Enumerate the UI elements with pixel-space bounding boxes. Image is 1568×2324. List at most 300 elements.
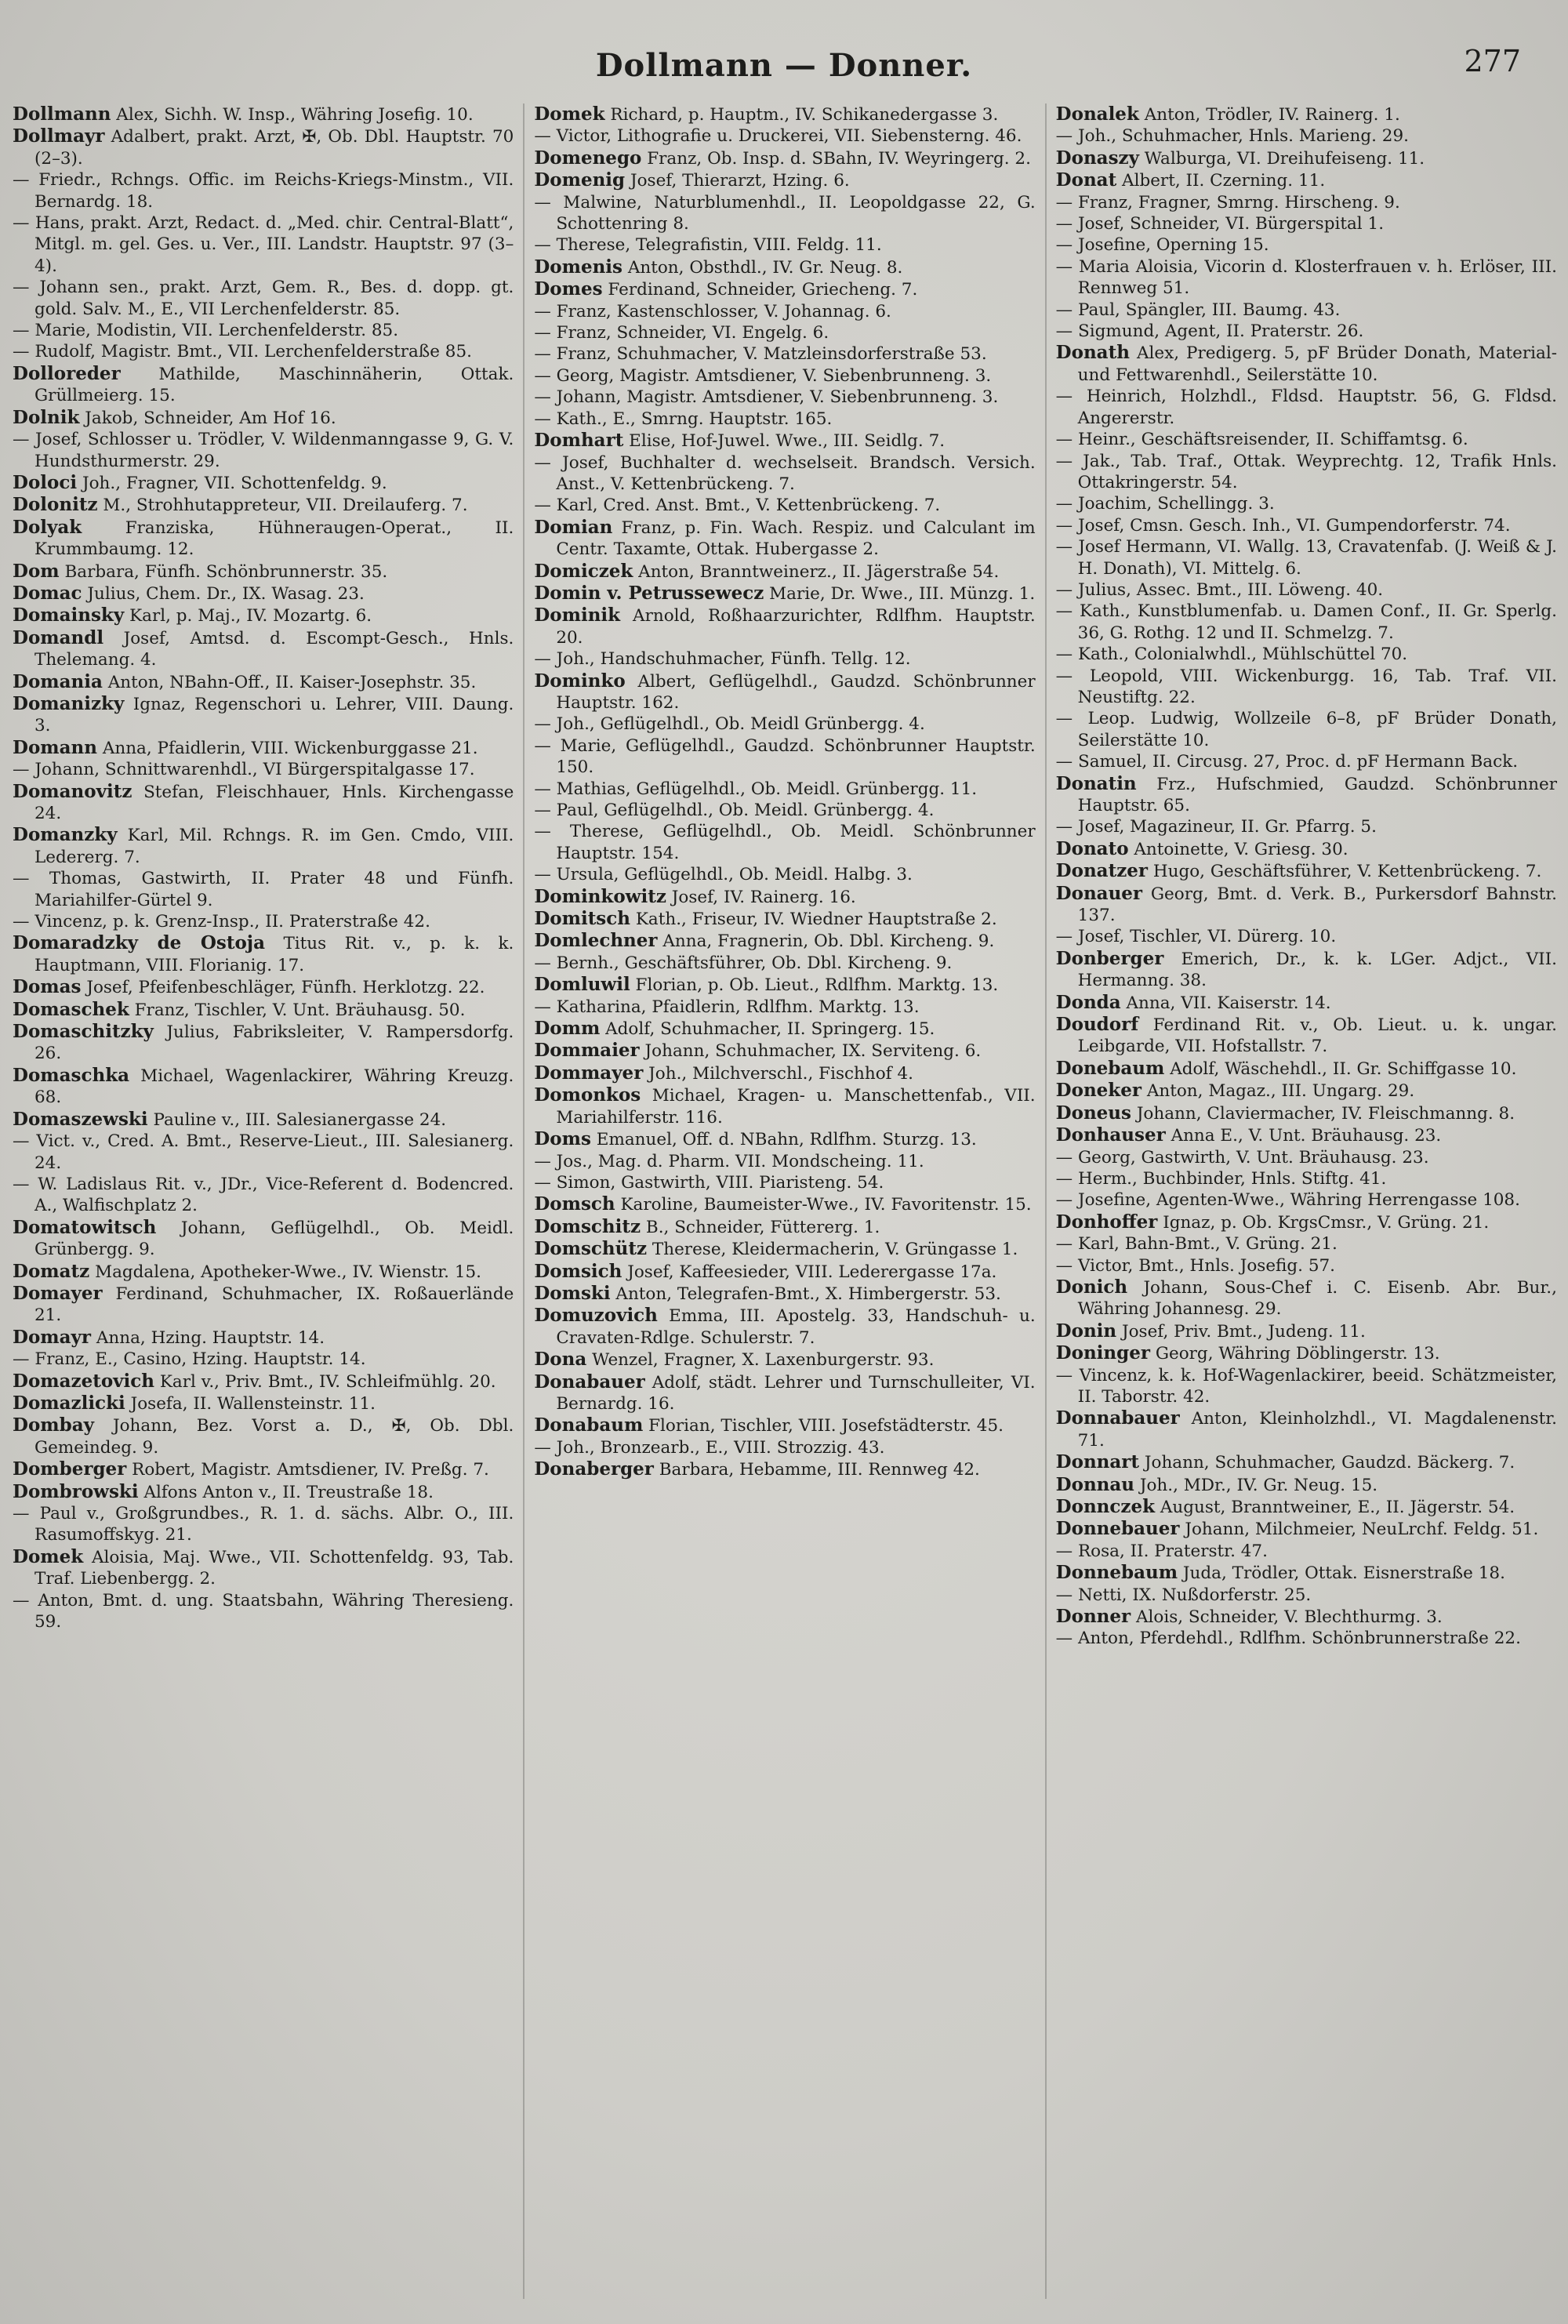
entry-details: — Josef, Schneider, VI. Bürgerspital 1. xyxy=(1055,214,1385,234)
directory-entry xyxy=(13,1327,514,1349)
entry-details: — Vincenz, p. k. Grenz-Insp., II. Praterstraße 42. xyxy=(13,912,430,932)
entry-surname: Donaszy xyxy=(1055,147,1139,169)
entry-details: — Heinrich, Holzhdl., Fldsd. Hauptstr. 56, G. Fldsd. Angererstr. xyxy=(1055,387,1557,428)
entry-details: Anna E., V. Unt. Bräuhausg. 23. xyxy=(1171,1126,1442,1146)
entry-details: Alex, Sichh. W. Insp., Währing Josefig. 10. xyxy=(116,105,474,125)
entry-surname: Dommayer xyxy=(534,1062,644,1084)
entry-surname: Domluwil xyxy=(534,974,630,996)
entry-details: August, Branntweiner, E., II. Jägerstr. 54. xyxy=(1160,1498,1515,1517)
entry-surname: Donebaum xyxy=(1055,1057,1165,1079)
directory-entry xyxy=(534,1371,1035,1415)
entry-surname: Domsch xyxy=(534,1193,615,1215)
entry-details: — Joachim, Schellingg. 3. xyxy=(1055,494,1275,514)
directory-entry xyxy=(1056,451,1557,494)
directory-entry xyxy=(13,1414,514,1458)
directory-entry xyxy=(13,627,514,671)
entry-surname: Dominko xyxy=(534,670,626,692)
directory-entry xyxy=(1056,147,1557,169)
entry-details: M., Strohhutappreteur, VII. Dreilauferg. 7. xyxy=(103,496,468,516)
entry-surname: Donatin xyxy=(1055,772,1137,794)
entry-details: Arnold, Roßhaarzurichter, Rdlfhm. Hauptstr. 20. xyxy=(556,606,1036,648)
entry-surname: Domitsch xyxy=(534,908,630,930)
entry-details: — Victor, Bmt., Hnls. Josefig. 57. xyxy=(1055,1255,1336,1276)
entry-details: — Rosa, II. Praterstr. 47. xyxy=(1055,1541,1268,1561)
entry-details: Johann, Geflügelhdl., Ob. Meidl. Grünbergg. 9. xyxy=(34,1218,514,1260)
entry-surname: Donda xyxy=(1055,991,1121,1013)
entry-surname: Domanizky xyxy=(13,692,125,714)
entry-details: — Mathias, Geflügelhdl., Ob. Meidl. Grünbergg. 11. xyxy=(534,779,978,799)
entry-details: — Leopold, VIII. Wickenburgg. 16, Tab. Traf. VII. Neustiftg. 22. xyxy=(1055,666,1557,707)
entry-details: Ferdinand, Schuhmacher, IX. Roßauerlände 21. xyxy=(34,1284,514,1326)
directory-entry xyxy=(1056,1189,1557,1211)
entry-details: Adolf, Wäschehdl., II. Gr. Schiffgasse 10. xyxy=(1170,1059,1517,1079)
entry-details: Antoinette, V. Griesg. 30. xyxy=(1134,839,1348,859)
directory-entry xyxy=(534,387,1035,408)
entry-details: Alfons Anton v., II. Treustraße 18. xyxy=(143,1482,434,1502)
entry-details: — Joh., Schuhmacher, Hnls. Marieng. 29. xyxy=(1055,126,1409,147)
entry-details: — Joh., Geflügelhdl., Ob. Meidl Grünbergg. 4. xyxy=(534,714,925,735)
directory-entry xyxy=(1056,1562,1557,1584)
entry-surname: Domatz xyxy=(13,1260,90,1282)
entry-surname: Domski xyxy=(534,1282,611,1304)
directory-entry xyxy=(1056,1320,1557,1342)
entry-details: Julius, Fabriksleiter, V. Rampersdorfg. 26. xyxy=(34,1022,514,1064)
entry-surname: Domann xyxy=(13,736,97,758)
entry-details: Joh., Milchverschl., Fischhof 4. xyxy=(648,1063,913,1084)
entry-details: Ignaz, p. Ob. KrgsCmsr., V. Grüng. 21. xyxy=(1163,1212,1490,1233)
entry-details: — Friedr., Rchngs. Offic. im Reichs-Kriegs-Minstm., VII. Bernardg. 18. xyxy=(13,170,514,212)
entry-surname: Donato xyxy=(1055,837,1129,859)
entry-details: — Anton, Pferdehdl., Rdlfhm. Schönbrunnerstraße 22. xyxy=(1055,1629,1521,1649)
directory-entry xyxy=(13,999,514,1021)
directory-entry xyxy=(13,868,514,911)
entry-surname: Donnebauer xyxy=(1055,1518,1180,1540)
entry-surname: Domaschitzky xyxy=(13,1021,154,1043)
entry-details: Florian, p. Ob. Lieut., Rdlfhm. Marktg. 13. xyxy=(635,975,999,996)
entry-details: Alex, Predigerg. 5, pF Brüder Donath, Material- und Fettwarenhdl., Seilerstätte 10. xyxy=(1077,343,1557,385)
directory-entry xyxy=(13,1217,514,1261)
entry-details: — Georg, Magistr. Amtsdiener, V. Siebenbrunneng. 3. xyxy=(534,365,992,386)
entry-surname: Domin v. Petrussewecz xyxy=(534,582,764,604)
entry-details: B., Schneider, Füttererg. 1. xyxy=(645,1217,880,1237)
entry-surname: Dommaier xyxy=(534,1040,640,1062)
entry-details: Josef, Thierarzt, Hzing. 6. xyxy=(630,171,850,191)
directory-entry xyxy=(1056,493,1557,514)
entry-details: — Marie, Modistin, VII. Lerchenfelderstr. 85. xyxy=(13,321,399,341)
directory-entry xyxy=(1056,342,1557,386)
entry-details: Adolf, städt. Lehrer und Turnschulleiter, VI. Bernardg. 16. xyxy=(556,1372,1036,1414)
entry-details: Walburga, VI. Dreihufeiseng. 11. xyxy=(1144,148,1425,169)
entry-details: — Paul v., Großgrundbes., R. 1. d. sächs. Albr. O., III. Rasumoffskyg. 21. xyxy=(13,1504,514,1545)
directory-columns xyxy=(13,103,1557,2299)
entry-details: — Karl, Cred. Anst. Bmt., V. Kettenbrückeng. 7. xyxy=(534,496,941,516)
directory-entry xyxy=(534,1193,1035,1215)
entry-surname: Dolnik xyxy=(13,406,80,428)
entry-details: Georg, Bmt. d. Verk. B., Purkersdorf Bahnstr. 137. xyxy=(1077,884,1557,926)
directory-entry xyxy=(13,125,514,169)
entry-surname: Domenis xyxy=(534,256,622,278)
entry-details: Robert, Magistr. Amtsdiener, IV. Preßg. 7. xyxy=(132,1460,489,1480)
page-header xyxy=(0,41,1568,103)
entry-details: Emanuel, Off. d. NBahn, Rdlfhm. Sturzg. 13. xyxy=(596,1130,977,1150)
directory-entry xyxy=(13,1481,514,1503)
entry-details: — Maria Aloisia, Vicorin d. Klosterfrauen v. h. Erlöser, III. Rennweg 51. xyxy=(1055,256,1557,299)
directory-entry xyxy=(1056,816,1557,837)
directory-entry xyxy=(534,997,1035,1018)
entry-details: Anton, Kleinholzhdl., VI. Magdalenenstr. 71. xyxy=(1077,1409,1557,1451)
directory-entry xyxy=(534,322,1035,343)
entry-surname: Domazetovich xyxy=(13,1370,155,1392)
entry-details: Wenzel, Fragner, X. Laxenburgerstr. 93. xyxy=(592,1350,935,1371)
directory-entry xyxy=(534,1349,1035,1371)
entry-surname: Donin xyxy=(1055,1320,1117,1342)
entry-details: Marie, Dr. Wwe., III. Münzg. 1. xyxy=(769,583,1036,604)
entry-details: — Joh., Bronzearb., E., VIII. Strozzig. 43. xyxy=(534,1437,885,1458)
directory-entry xyxy=(1056,1014,1557,1058)
directory-entry xyxy=(1056,103,1557,125)
entry-surname: Domes xyxy=(534,278,603,300)
entry-surname: Domenego xyxy=(534,147,642,169)
directory-entry xyxy=(13,1349,514,1370)
entry-surname: Domm xyxy=(534,1018,601,1040)
entry-details: Adolf, Schuhmacher, II. Springerg. 15. xyxy=(605,1019,935,1040)
entry-details: Johann, Bez. Vorst a. D., ✠, Ob. Dbl. Gemeindeg. 9. xyxy=(34,1416,514,1458)
entry-details: Albert, Geflügelhdl., Gaudzd. Schönbrunner Hauptstr. 162. xyxy=(556,671,1036,713)
directory-entry xyxy=(534,495,1035,516)
entry-details: — Therese, Geflügelhdl., Ob. Meidl. Schönbrunner Hauptstr. 154. xyxy=(534,822,1036,863)
directory-entry xyxy=(13,1109,514,1131)
entry-details: Josef, IV. Rainerg. 16. xyxy=(671,887,856,907)
entry-details: — Malwine, Naturblumenhdl., II. Leopoldgasse 22, G. Schottenring 8. xyxy=(534,192,1036,234)
entry-surname: Dollmayr xyxy=(13,125,105,147)
entry-surname: Doneker xyxy=(1055,1080,1142,1102)
entry-details: Jakob, Schneider, Am Hof 16. xyxy=(85,408,336,428)
entry-details: Emerich, Dr., k. k. LGer. Adjct., VII. Hermanng. 38. xyxy=(1077,949,1557,991)
directory-entry xyxy=(534,821,1035,864)
entry-details: — Therese, Telegrafistin, VIII. Feldg. 11. xyxy=(534,235,882,256)
entry-details: Anna, Hzing. Hauptstr. 14. xyxy=(96,1327,325,1348)
entry-surname: Donabauer xyxy=(534,1371,645,1393)
directory-entry xyxy=(534,670,1035,714)
directory-entry xyxy=(1056,536,1557,579)
directory-entry xyxy=(1056,1518,1557,1540)
directory-entry xyxy=(13,1065,514,1109)
directory-entry xyxy=(13,737,514,759)
directory-entry xyxy=(13,169,514,212)
entry-surname: Doninger xyxy=(1055,1342,1150,1364)
entry-surname: Domayr xyxy=(13,1326,92,1348)
entry-details: Michael, Wagenlackirer, Währing Kreuzg. 68. xyxy=(34,1066,514,1108)
entry-details: Anton, Trödler, IV. Rainerg. 1. xyxy=(1144,105,1400,125)
directory-entry xyxy=(13,103,514,125)
directory-entry xyxy=(534,343,1035,365)
entry-surname: Domsich xyxy=(534,1260,622,1282)
entry-details: Magdalena, Apotheker-Wwe., IV. Wienstr. 15. xyxy=(95,1262,482,1282)
entry-details: Karl, p. Maj., IV. Mozartg. 6. xyxy=(129,606,372,626)
entry-details: Florian, Tischler, VIII. Josefstädterstr. 45. xyxy=(648,1416,1004,1436)
entry-details: Hugo, Geschäftsführer, V. Kettenbrückeng. 7. xyxy=(1152,862,1542,882)
entry-details: Anna, VII. Kaiserstr. 14. xyxy=(1126,993,1331,1013)
entry-details: — Josef, Tischler, VI. Dürerg. 10. xyxy=(1055,927,1337,947)
entry-details: Johann, Claviermacher, IV. Fleischmanng. 8. xyxy=(1136,1103,1515,1124)
entry-surname: Domac xyxy=(13,582,82,604)
directory-entry xyxy=(534,1084,1035,1128)
directory-entry xyxy=(534,953,1035,974)
entry-details: — Franz, Kastenschlosser, V. Johannag. 6. xyxy=(534,301,891,321)
directory-entry xyxy=(13,277,514,320)
entry-details: Stefan, Fleischhauer, Hnls. Kirchengasse 24. xyxy=(34,782,514,823)
directory-entry xyxy=(1056,992,1557,1014)
directory-entry xyxy=(1056,386,1557,429)
entry-details: Anton, Branntweinerz., II. Jägerstraße 54. xyxy=(638,561,1000,582)
entry-details: — Josefine, Operning 15. xyxy=(1055,235,1269,256)
directory-entry xyxy=(534,974,1035,996)
entry-surname: Domaschek xyxy=(13,998,129,1020)
entry-surname: Donnabauer xyxy=(1055,1407,1180,1429)
entry-details: Alois, Schneider, V. Blechthurmg. 3. xyxy=(1135,1607,1443,1628)
entry-details: Therese, Kleidermacherin, V. Grüngasse 1. xyxy=(652,1240,1018,1260)
column-divider xyxy=(1045,103,1047,2299)
entry-details: Joh., Fragner, VII. Schottenfeldg. 9. xyxy=(82,473,387,493)
directory-entry xyxy=(13,341,514,362)
entry-surname: Domanzky xyxy=(13,824,118,846)
directory-entry xyxy=(1056,1541,1557,1562)
entry-details: Aloisia, Maj. Wwe., VII. Schottenfeldg. 93, Tab. Traf. Liebenbergg. 2. xyxy=(34,1547,514,1589)
directory-entry xyxy=(13,561,514,583)
entry-details: Ignaz, Regenschori u. Lehrer, VIII. Daung. 3. xyxy=(34,694,514,736)
entry-surname: Donhauser xyxy=(1055,1124,1166,1146)
directory-entry xyxy=(1056,192,1557,213)
directory-entry xyxy=(534,648,1035,670)
directory-entry xyxy=(534,1151,1035,1172)
entry-surname: Donnczek xyxy=(1055,1496,1156,1517)
directory-entry xyxy=(1056,321,1557,342)
entry-details: — Samuel, II. Circusg. 27, Proc. d. pF Hermann Back. xyxy=(1055,752,1519,772)
directory-entry xyxy=(1056,860,1557,882)
directory-entry xyxy=(13,472,514,494)
directory-entry xyxy=(1056,1276,1557,1320)
directory-entry xyxy=(13,494,514,516)
directory-entry xyxy=(13,1131,514,1174)
directory-entry xyxy=(1056,1080,1557,1102)
entry-details: Anna, Fragnerin, Ob. Dbl. Kircheng. 9. xyxy=(662,931,995,952)
directory-entry xyxy=(534,930,1035,952)
entry-details: Ferdinand, Schneider, Griecheng. 7. xyxy=(608,280,918,300)
directory-entry xyxy=(13,1458,514,1480)
entry-details: — Franz, Fragner, Smrng. Hirscheng. 9. xyxy=(1055,192,1400,212)
entry-details: — Bernh., Geschäftsführer, Ob. Dbl. Kircheng. 9. xyxy=(534,953,953,973)
entry-details: — Josef, Buchhalter d. wechselseit. Brandsch. Versich. Anst., V. Kettenbrückeng. 7. xyxy=(534,452,1036,494)
entry-details: — Katharina, Pfaidlerin, Rdlfhm. Marktg. 13. xyxy=(534,997,920,1017)
directory-entry xyxy=(13,517,514,561)
directory-entry xyxy=(13,363,514,407)
entry-details: Karoline, Baumeister-Wwe., IV. Favoritenstr. 15. xyxy=(620,1195,1032,1215)
entry-surname: Domonkos xyxy=(534,1084,641,1106)
entry-surname: Domazlicki xyxy=(13,1392,125,1414)
directory-entry xyxy=(1056,666,1557,709)
directory-entry xyxy=(13,1590,514,1633)
entry-details: — Paul, Spängler, III. Baumg. 43. xyxy=(1055,300,1341,320)
entry-details: — Paul, Geflügelhdl., Ob. Meidl. Grünbergg. 4. xyxy=(534,801,935,820)
entry-details: — Ursula, Geflügelhdl., Ob. Meidl. Halbg. 3. xyxy=(534,865,913,885)
entry-details: — Simon, Gastwirth, VIII. Piaristeng. 54. xyxy=(534,1172,884,1193)
entry-details: — Georg, Gastwirth, V. Unt. Bräuhausg. 23. xyxy=(1055,1147,1429,1167)
entry-details: Titus Rit. v., p. k. k. Hauptmann, VIII. Florianig. 17. xyxy=(34,934,514,975)
directory-entry xyxy=(13,1174,514,1217)
entry-surname: Dolyak xyxy=(13,516,82,538)
directory-entry xyxy=(534,1172,1035,1193)
directory-entry xyxy=(534,735,1035,779)
directory-entry xyxy=(1056,838,1557,860)
directory-entry xyxy=(534,125,1035,147)
directory-entry xyxy=(534,192,1035,235)
directory-entry xyxy=(534,1018,1035,1040)
directory-entry xyxy=(1056,1474,1557,1496)
directory-entry xyxy=(534,1238,1035,1260)
column-right xyxy=(1056,103,1557,2299)
entry-details: — Vict. v., Cred. A. Bmt., Reserve-Lieut., III. Salesianerg. 24. xyxy=(13,1131,514,1173)
entry-surname: Domanovitz xyxy=(13,780,132,802)
directory-entry xyxy=(534,779,1035,800)
entry-details: — Kath., E., Smrng. Hauptstr. 165. xyxy=(534,409,833,429)
directory-entry xyxy=(13,781,514,825)
directory-entry xyxy=(13,824,514,868)
directory-entry xyxy=(534,1128,1035,1150)
page-title: Dollmann — Donner. xyxy=(595,47,973,84)
entry-surname: Dolonitz xyxy=(13,494,98,516)
entry-details: Georg, Währing Döblingerstr. 13. xyxy=(1155,1344,1440,1364)
directory-entry xyxy=(1056,256,1557,300)
directory-entry xyxy=(1056,125,1557,147)
entry-details: — Marie, Geflügelhdl., Gaudzd. Schönbrunner Hauptstr. 150. xyxy=(534,735,1036,778)
directory-entry xyxy=(534,605,1035,648)
entry-surname: Donich xyxy=(1055,1276,1128,1298)
entry-details: Johann, Milchmeier, NeuLrchf. Feldg. 51. xyxy=(1185,1520,1539,1540)
directory-entry xyxy=(1056,1451,1557,1473)
entry-surname: Donner xyxy=(1055,1606,1131,1628)
entry-details: Franz, Ob. Insp. d. SBahn, IV. Weyringerg. 2. xyxy=(647,148,1031,169)
directory-entry xyxy=(13,429,514,472)
entry-surname: Doloci xyxy=(13,471,78,493)
directory-entry xyxy=(13,932,514,976)
directory-entry xyxy=(1056,1628,1557,1649)
entry-details: Barbara, Hebamme, III. Rennweg 42. xyxy=(659,1460,980,1480)
entry-surname: Dollmann xyxy=(13,103,111,125)
entry-details: — Joh., Handschuhmacher, Fünfh. Tellg. 12. xyxy=(534,649,911,670)
entry-details: — Josef, Cmsn. Gesch. Inh., VI. Gumpendorferstr. 74. xyxy=(1055,515,1511,536)
entry-surname: Donnau xyxy=(1055,1473,1135,1495)
entry-details: — Netti, IX. Nußdorferstr. 25. xyxy=(1055,1585,1312,1605)
entry-surname: Donberger xyxy=(1055,947,1164,969)
directory-entry xyxy=(1056,213,1557,234)
entry-details: — Vincenz, k. k. Hof-Wagenlackirer, beeid. Schätzmeister, II. Taborstr. 42. xyxy=(1055,1365,1557,1407)
directory-entry xyxy=(534,1458,1035,1480)
directory-entry xyxy=(534,169,1035,191)
entry-details: Ferdinand Rit. v., Ob. Lieut. u. k. ungar. Leibgarde, VII. Hofstallstr. 7. xyxy=(1077,1015,1557,1057)
entry-details: — Josef, Schlosser u. Trödler, V. Wildenmanngasse 9, G. V. Hundsthurmerstr. 29. xyxy=(13,430,514,471)
entry-surname: Donaberger xyxy=(534,1458,654,1480)
entry-surname: Donauer xyxy=(1055,882,1143,904)
entry-surname: Domuzovich xyxy=(534,1305,658,1327)
directory-entry xyxy=(534,800,1035,821)
directory-entry xyxy=(13,1503,514,1546)
entry-details: — Kath., Colonialwhdl., Mühlschüttel 70. xyxy=(1055,645,1408,665)
directory-entry xyxy=(13,759,514,780)
directory-entry xyxy=(1056,773,1557,817)
directory-entry xyxy=(1056,1211,1557,1233)
directory-entry xyxy=(13,1546,514,1590)
entry-surname: Domian xyxy=(534,516,613,538)
directory-entry xyxy=(1056,1058,1557,1080)
directory-entry xyxy=(534,886,1035,908)
entry-details: Josef, Priv. Bmt., Judeng. 11. xyxy=(1121,1321,1366,1342)
entry-surname: Domschütz xyxy=(534,1238,648,1260)
entry-surname: Domatowitsch xyxy=(13,1216,157,1238)
directory-entry xyxy=(1056,708,1557,751)
entry-details: Frz., Hufschmied, Gaudzd. Schönbrunner Hauptstr. 65. xyxy=(1077,774,1557,815)
entry-details: Michael, Kragen- u. Manschettenfab., VII. Mariahilferstr. 116. xyxy=(556,1086,1036,1128)
entry-surname: Domaszewski xyxy=(13,1108,148,1130)
entry-surname: Dominkowitz xyxy=(534,885,666,907)
entry-details: — Josefine, Agenten-Wwe., Währing Herrengasse 108. xyxy=(1055,1190,1520,1211)
directory-entry xyxy=(534,103,1035,125)
directory-entry xyxy=(13,976,514,998)
directory-entry xyxy=(534,365,1035,387)
entry-details: Josefa, II. Wallensteinstr. 11. xyxy=(130,1393,376,1414)
directory-entry xyxy=(1056,948,1557,992)
entry-surname: Domlechner xyxy=(534,930,658,952)
directory-entry xyxy=(534,409,1035,430)
directory-entry xyxy=(1056,601,1557,644)
entry-details: Albert, II. Czerning. 11. xyxy=(1122,171,1326,191)
entry-surname: Domiczek xyxy=(534,560,633,582)
entry-details: Kath., Friseur, IV. Wiedner Hauptstraße 2. xyxy=(635,910,997,930)
directory-entry xyxy=(1056,1255,1557,1276)
entry-details: — Johann, Schnittwarenhdl., VI Bürgerspitalgasse 17. xyxy=(13,760,475,780)
entry-surname: Donath xyxy=(1055,342,1130,364)
entry-details: — Julius, Assec. Bmt., III. Löweng. 40. xyxy=(1055,579,1384,600)
entry-details: Josef, Amtsd. d. Escompt-Gesch., Hnls. Thelemang. 4. xyxy=(34,628,514,670)
entry-surname: Donalek xyxy=(1055,103,1139,125)
directory-entry xyxy=(13,583,514,605)
directory-entry xyxy=(1056,429,1557,450)
entry-details: — Hans, prakt. Arzt, Redact. d. „Med. chir. Central-Blatt“, Mitgl. m. gel. Ges. u. Ver., III. Landstr. Hauptstr. 97 (3–4). xyxy=(13,213,514,276)
directory-entry xyxy=(534,147,1035,169)
directory-entry xyxy=(534,234,1035,256)
entry-surname: Domenig xyxy=(534,169,626,191)
directory-entry xyxy=(1056,1124,1557,1146)
directory-entry xyxy=(1056,1233,1557,1255)
directory-entry xyxy=(534,1261,1035,1283)
directory-entry xyxy=(534,1216,1035,1238)
directory-entry xyxy=(13,605,514,626)
directory-entry xyxy=(1056,1168,1557,1189)
directory-entry xyxy=(1056,1147,1557,1168)
directory-entry xyxy=(1056,1407,1557,1451)
directory-entry xyxy=(534,1414,1035,1436)
entry-surname: Domaschka xyxy=(13,1064,130,1086)
entry-details: — Josef, Magazineur, II. Gr. Pfarrg. 5. xyxy=(1055,817,1377,837)
entry-details: — Thomas, Gastwirth, II. Prater 48 und Fünfh. Mariahilfer-Gürtel 9. xyxy=(13,869,514,910)
entry-details: Barbara, Fünfh. Schönbrunnerstr. 35. xyxy=(64,561,388,582)
entry-surname: Domayer xyxy=(13,1282,103,1304)
entry-surname: Doneus xyxy=(1055,1102,1131,1124)
entry-surname: Dombrowski xyxy=(13,1480,139,1502)
entry-surname: Domaradzky de Ostoja xyxy=(13,932,266,954)
directory-entry xyxy=(1056,300,1557,321)
entry-details: Adalbert, prakt. Arzt, ✠, Ob. Dbl. Hauptstr. 70 (2–3). xyxy=(34,127,514,169)
directory-entry xyxy=(13,671,514,693)
